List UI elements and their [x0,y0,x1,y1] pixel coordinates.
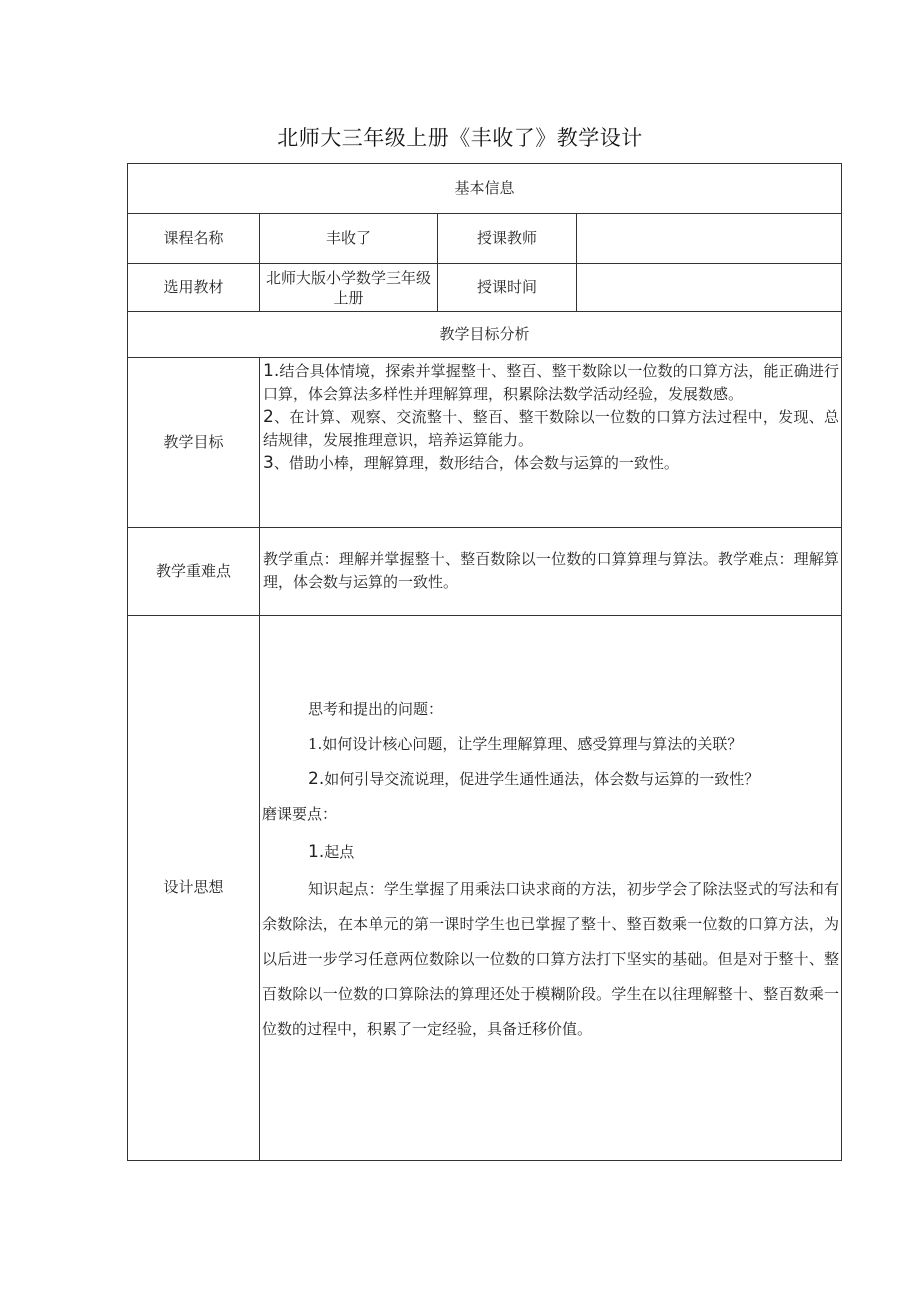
point-1-text: 起点 [324,843,355,861]
goal-item-3 [263,452,839,475]
knowledge-start-text: 知识起点：学生掌握了用乘法口诀求商的方法，初步学会了除法竖式的写法和有余数除法，在本单元的第一课时学生也已掌握了整十、整百数乘一位数的口算方法，为以后进一步学习任意两位数除以一位数的口算方法打下坚实的基础。但是对于整十、整百数除以一位数的口算除法的算理还处于模糊阶段。学生在以往理解整十、整百数乘一位数的过程中，积累了一定经验，具备迁移价值。 [262,880,840,1038]
basic-info-header: 基本信息 [128,164,842,214]
design-content [260,616,842,1161]
goals-content [260,358,842,528]
goal-number: 1. [263,361,280,381]
goals-label: 教学目标 [128,358,260,528]
lesson-plan-table [127,163,842,1161]
question-1-number: 1. [308,735,323,753]
design-label: 设计思想 [128,616,260,1161]
goal-item-2 [263,406,839,452]
goal-number: 2 [263,407,274,427]
time-label: 授课时间 [438,264,577,312]
teacher-value [577,214,842,264]
goal-item-1 [263,360,839,406]
key-points-text: 教学重点：理解并掌握整十、整百数除以一位数的口算算理与算法。教学难点：理解算理，体会数与运算的一致性。 [263,550,840,591]
question-1 [262,727,839,762]
time-value [577,264,842,312]
goal-text: 、借助小棒，理解算理，数形结合，体会数与运算的一致性。 [273,454,679,472]
course-name-label: 课程名称 [128,214,260,264]
point-1-number: 1. [308,842,325,862]
questions-title: 思考和提出的问题： [308,700,444,718]
textbook-value: 北师大版小学数学三年级上册 [260,264,438,312]
question-1-text: 如何设计核心问题，让学生理解算理、感受算理与算法的关联？ [322,735,743,753]
goal-text: 、在计算、观察、交流整十、整百、整干数除以一位数的口算方法过程中，发现、总结规律，发展推理意识，培养运算能力。 [263,408,840,449]
textbook-label: 选用教材 [128,264,260,312]
point-1 [262,832,839,872]
course-name-value: 丰收了 [260,214,438,264]
goal-number: 3 [263,453,274,473]
question-2-text: 如何引导交流说理，促进学生通性通法，体会数与运算的一致性？ [324,770,760,788]
key-points-label: 教学重难点 [128,528,260,616]
goal-analysis-header: 教学目标分析 [128,312,842,358]
points-title: 磨课要点： [262,805,338,823]
document-title: 北师大三年级上册《丰收了》教学设计 [277,126,643,150]
question-2-number: 2. [308,769,325,789]
question-2 [262,762,839,797]
teacher-label: 授课教师 [438,214,577,264]
goal-text: 结合具体情境，探索并掌握整十、整百、整干数除以一位数的口算方法，能正确进行口算，体会算法多样性并理解算理，积累除法数学活动经验，发展数感。 [263,362,840,403]
key-points-content [260,528,842,616]
